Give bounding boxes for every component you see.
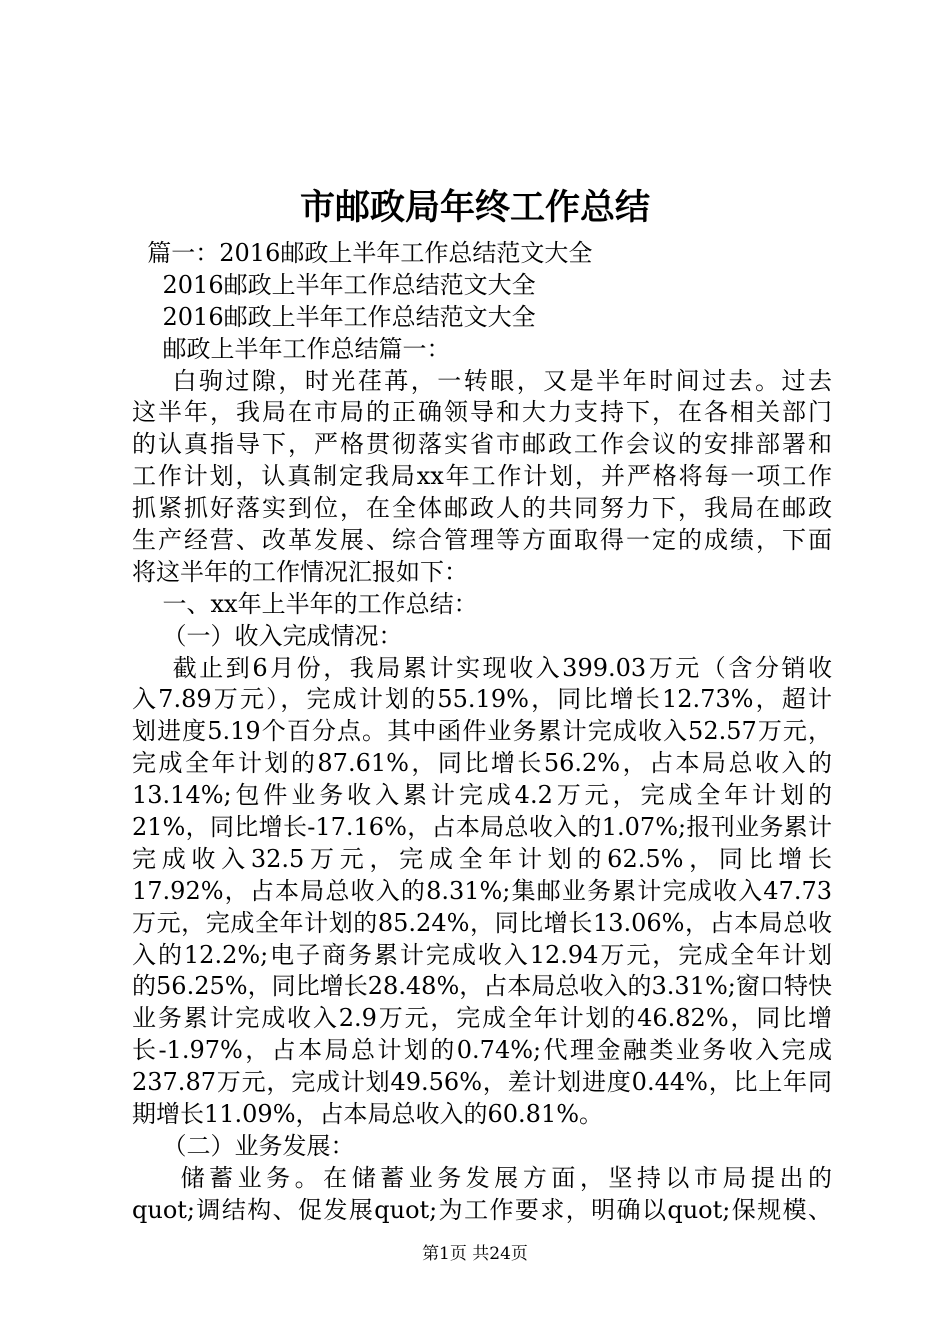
text-line: 17.92%，占本局总收入的8.31%;集邮业务累计完成收入47.73 [132,876,832,905]
text-line: 完成全年计划的87.61%，同比增长56.2%，占本局总收入的 [132,749,832,778]
text-line: （一）收入完成情况： [132,621,403,650]
text-line: 篇一：2016邮政上半年工作总结范文大全 [132,239,593,267]
text-line: 长-1.97%，占本局总计划的0.74%;代理金融类业务收入完成 [132,1036,832,1065]
text-line: 万元，完成全年计划的85.24%，同比增长13.06%，占本局总收 [132,908,832,937]
page-number: 第1页 共24页 [422,1244,528,1264]
text-line: 业务累计完成收入2.9万元，完成全年计划的46.82%，同比增 [132,1004,832,1033]
document-body [132,238,832,1227]
text-line: 入7.89万元），完成计划的55.19%，同比增长12.73%，超计 [132,685,832,714]
text-line: 21%，同比增长-17.16%，占本局总收入的1.07%;报刊业务累计 [132,813,832,842]
text-line: 的56.25%，同比增长28.48%，占本局总收入的3.31%;窗口特快 [132,972,832,1001]
text-line: 划进度5.19个百分点。其中函件业务累计完成收入52.57万元， [132,717,832,746]
text-line: 工作计划，认真制定我局xx年工作计划，并严格将每一项工作 [132,462,832,491]
text-line: 的认真指导下，严格贯彻落实省市邮政工作会议的安排部署和 [132,430,832,459]
text-line: 完成收入32.5万元，完成全年计划的62.5%，同比增长 [132,844,832,873]
text-line: 237.87万元，完成计划49.56%，差计划进度0.44%，比上年同 [132,1068,832,1097]
text-line: 截止到6月份，我局累计实现收入399.03万元（含分销收 [132,653,832,682]
text-line: 13.14%;包件业务收入累计完成4.2万元，完成全年计划的 [132,781,832,810]
text-line: quot;调结构、促发展quot;为工作要求，明确以quot;保规模、 [132,1195,832,1224]
text-line: 将这半年的工作情况汇报如下： [132,557,468,586]
document-title: 市邮政局年终工作总结 [299,187,650,228]
text-line: （二）业务发展： [132,1131,355,1160]
text-line: 入的12.2%;电子商务累计完成收入12.94万元，完成全年计划 [132,940,832,969]
text-line: 期增长11.09%，占本局总收入的60.81%。 [132,1100,604,1129]
text-line: 这半年，我局在市局的正确领导和大力支持下，在各相关部门 [132,398,832,427]
text-line: 邮政上半年工作总结篇一： [132,334,451,363]
text-line: 2016邮政上半年工作总结范文大全 [132,270,536,299]
text-line: 抓紧抓好落实到位，在全体邮政人的共同努力下，我局在邮政 [132,494,832,523]
text-line: 一、xx年上半年的工作总结： [132,589,478,618]
text-line: 2016邮政上半年工作总结范文大全 [132,302,536,331]
text-line: 储蓄业务。在储蓄业务发展方面，坚持以市局提出的 [132,1163,832,1192]
text-line: 白驹过隙，时光荏苒，一转眼，又是半年时间过去。过去 [132,366,832,395]
text-line: 生产经营、改革发展、综合管理等方面取得一定的成绩，下面 [132,526,832,555]
